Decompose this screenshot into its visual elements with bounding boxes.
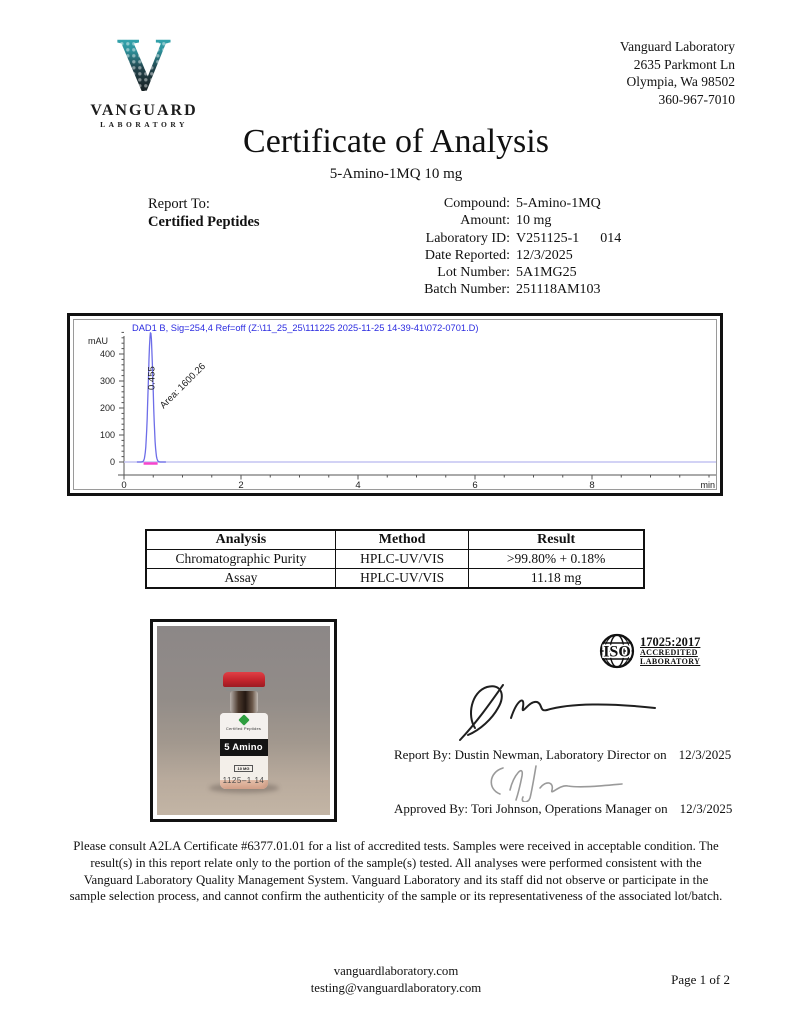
vial-label-top: [220, 713, 268, 739]
iso-standard: 17025:2017: [640, 635, 701, 650]
detail-label: Compound:: [443, 196, 510, 211]
iso-globe-icon: [597, 631, 637, 671]
svg-text:mAU: mAU: [88, 336, 108, 346]
vial-neck: [230, 691, 258, 713]
cell-result: 11.18 mg: [469, 569, 644, 589]
logo-v-icon: V: [84, 30, 204, 100]
detail-row: [404, 281, 621, 298]
address-line: 360-967-7010: [658, 91, 735, 107]
detail-value: 251118AM103: [516, 282, 601, 298]
column-header-result: Result: [469, 530, 644, 550]
svg-text:ISO: ISO: [603, 643, 631, 661]
lab-address-block: [620, 38, 735, 108]
vanguard-logo: [84, 23, 204, 129]
vial-product-name: 5 Amino: [220, 739, 268, 756]
footer-email: testing@vanguardlaboratory.com: [310, 981, 482, 995]
logo-wordmark: VANGUARD: [90, 102, 198, 119]
detail-label: Date Reported:: [424, 247, 510, 263]
svg-text:300: 300: [99, 376, 115, 386]
detail-value: 5A1MG25: [516, 265, 577, 281]
svg-text:4: 4: [355, 480, 361, 490]
vial-body: [220, 713, 268, 789]
detail-value: 5-Amino-1MQ: [516, 196, 601, 211]
approval-signature: [478, 760, 628, 802]
logo-subtext: LABORATORY: [100, 120, 188, 129]
cell-analysis: Chromatographic Purity: [146, 550, 335, 569]
approved-by-text: Approved By: Tori Johnson, Operations Manager on: [394, 801, 668, 816]
approved-by-line: [394, 801, 732, 817]
chromatogram-plot: [73, 319, 717, 490]
svg-text:0: 0: [109, 457, 115, 467]
detail-row: [404, 195, 621, 212]
svg-text:6: 6: [472, 480, 478, 490]
cell-result: >99.80% + 0.18%: [469, 550, 644, 569]
detail-row: [404, 212, 621, 229]
client-name: Certified Peptides: [148, 214, 260, 230]
svg-text:0: 0: [121, 480, 127, 490]
svg-text:min: min: [700, 480, 715, 490]
iso-text-block: [640, 636, 700, 666]
chromatogram-svg: [74, 320, 717, 490]
iso-accredited: ACCREDITED: [640, 648, 698, 658]
iso-accreditation-mark: [597, 631, 700, 671]
detail-value: V251125-1 014: [516, 230, 622, 246]
report-to-label: Report To:: [148, 196, 210, 212]
chromatogram-frame: [67, 313, 723, 496]
document-subtitle: 5-Amino-1MQ 10 mg: [329, 166, 463, 182]
svg-text:Area: 1600.26: Area: 1600.26: [157, 361, 208, 412]
document-title: Certificate of Analysis: [243, 123, 549, 160]
vial-amount: 10 MG: [234, 765, 252, 772]
brand-diamond-icon: [238, 714, 249, 725]
product-photo-frame: [150, 619, 337, 822]
column-header-analysis: Analysis: [146, 530, 335, 550]
report-date: 12/3/2025: [678, 747, 732, 762]
detail-label: Laboratory ID:: [425, 230, 510, 246]
cell-method: HPLC-UV/VIS: [335, 550, 468, 569]
sample-details-block: [404, 195, 621, 299]
address-line: Vanguard Laboratory: [619, 39, 735, 54]
detail-row: [404, 230, 621, 247]
footer-website: vanguardlaboratory.com: [333, 964, 459, 978]
detail-label: Lot Number:: [437, 265, 510, 281]
svg-text:DAD1 B, Sig=254,4 Ref=off (Z:\: DAD1 B, Sig=254,4 Ref=off (Z:\11_25_25\111225 2025-11-25 14-39-41\072-0701.D): [132, 323, 479, 333]
svg-text:100: 100: [99, 430, 115, 440]
vial-label-bottom: [220, 756, 268, 785]
vial-lot: 1125–1 14: [222, 776, 265, 785]
vial-cap: [223, 672, 265, 687]
svg-text:400: 400: [99, 349, 115, 359]
results-table: [145, 529, 645, 589]
approval-date: 12/3/2025: [679, 801, 733, 816]
table-header-row: [146, 530, 644, 550]
cell-analysis: Assay: [146, 569, 335, 589]
detail-label: Amount:: [460, 213, 510, 229]
svg-text:0.455: 0.455: [146, 366, 158, 390]
svg-text:200: 200: [99, 403, 115, 413]
vial: [218, 672, 270, 789]
detail-label: Batch Number:: [424, 282, 510, 298]
product-photo: [157, 626, 330, 815]
detail-value: 12/3/2025: [516, 247, 573, 263]
detail-row: [404, 247, 621, 264]
detail-value: 10 mg: [516, 213, 552, 229]
svg-text:2: 2: [238, 480, 244, 490]
cell-method: HPLC-UV/VIS: [335, 569, 468, 589]
table-row: [146, 569, 644, 589]
address-line: 2635 Parkmont Ln: [633, 56, 735, 72]
vial-brand-text: Certified Peptides: [225, 726, 262, 731]
report-signature: [455, 680, 670, 744]
iso-laboratory: LABORATORY: [640, 656, 701, 666]
report-by-text: Report By: Dustin Newman, Laboratory Director on: [394, 747, 667, 762]
detail-row: [404, 264, 621, 281]
disclaimer-text: Please consult A2LA Certificate #6377.01.01 for a list of accredited tests. Samples were received in acceptable condition. The result(s) in this report relate only to the portion of the sample(s) tested. All analyses were performed consistent with the Vanguard Laboratory Quality Management System. Vanguard Laboratory and its staff did not observe or participate in the sample selection process, and cannot confirm the authenticity of the sample or its representativeness of the associated lot/batch.: [69, 839, 723, 904]
column-header-method: Method: [335, 530, 468, 550]
svg-text:8: 8: [589, 480, 595, 490]
address-line: Olympia, Wa 98502: [626, 74, 735, 89]
page-number: Page 1 of 2: [671, 972, 730, 987]
table-row: [146, 550, 644, 569]
report-to-block: [148, 195, 260, 231]
